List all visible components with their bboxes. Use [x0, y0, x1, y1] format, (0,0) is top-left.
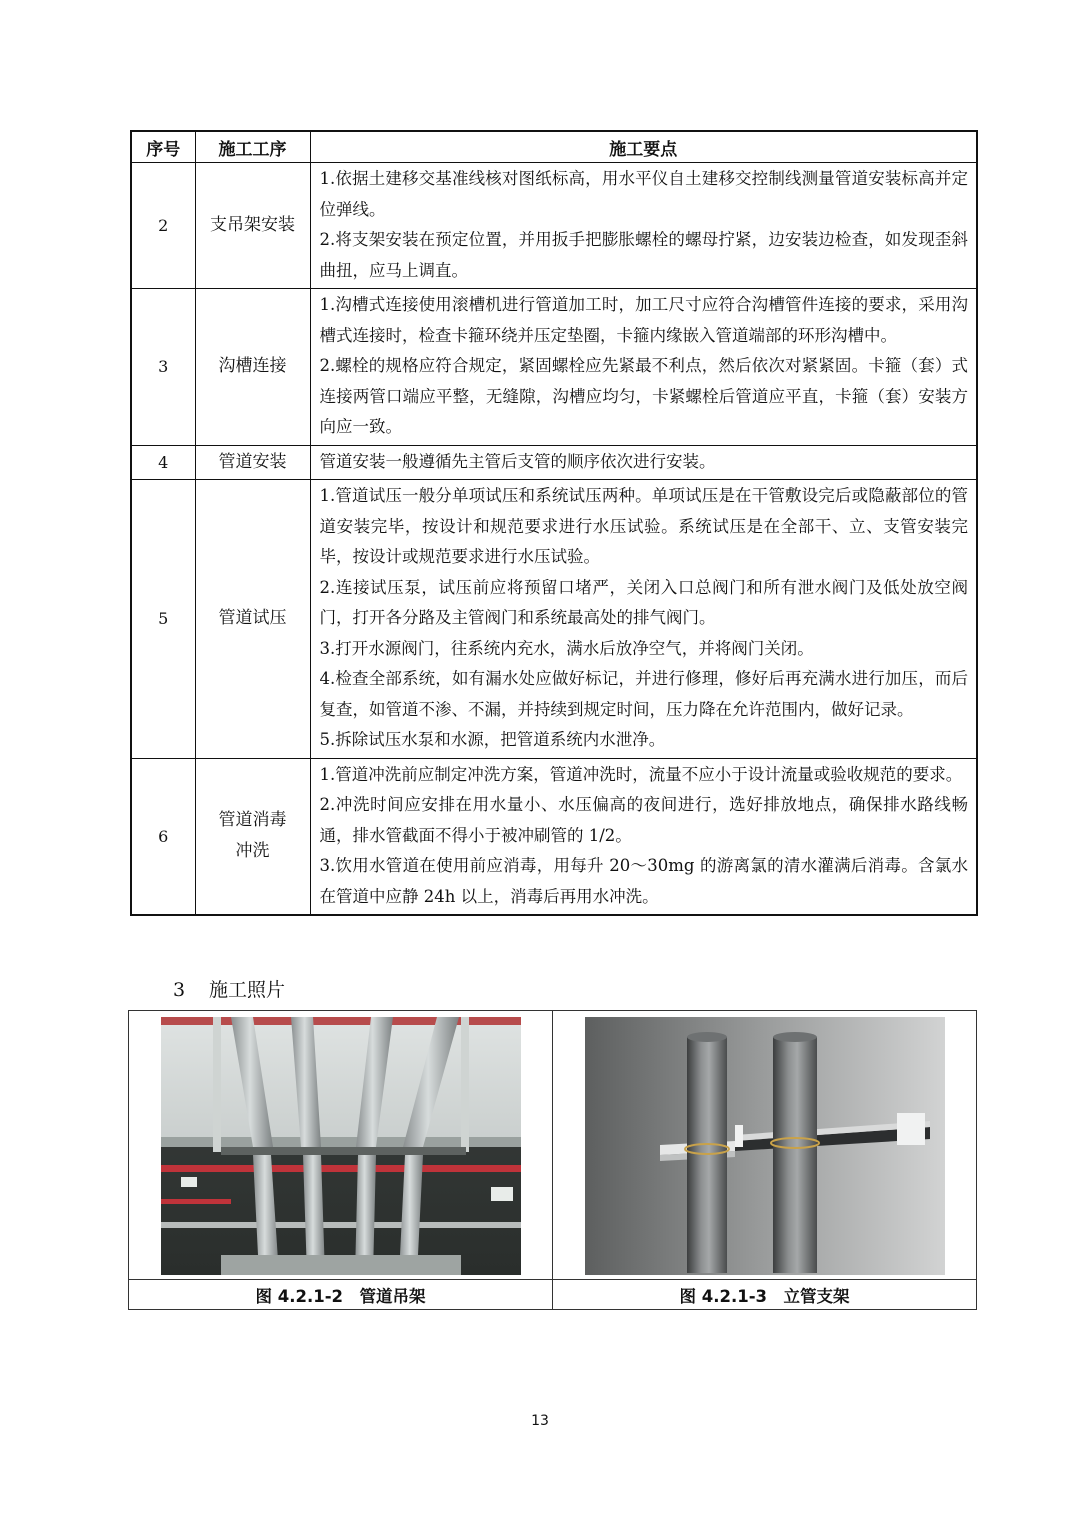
pipe-hanger-photo	[161, 1017, 521, 1275]
photo-caption: 图 4.2.1-2 管道吊架	[129, 1280, 553, 1310]
construction-process-table	[130, 130, 978, 916]
row-key-points	[310, 289, 977, 446]
table-row	[131, 163, 977, 289]
row-key-points	[310, 163, 977, 289]
key-point: 2.将支架安装在预定位置，并用扳手把膨胀螺栓的螺母拧紧，边安装边检查，如发现歪斜曲扭，应马上调直。	[319, 230, 968, 280]
header-key-points: 施工要点	[310, 131, 977, 163]
key-point: 2.螺栓的规格应符合规定，紧固螺栓应先紧最不利点，然后依次对紧紧固。卡箍（套）式连接两管口端应平整，无缝隙，沟槽应均匀，卡紧螺栓后管道应平直，卡箍（套）安装方向应一致。	[319, 356, 968, 436]
table-row	[131, 758, 977, 915]
table-row	[131, 480, 977, 759]
table-row	[131, 445, 977, 480]
row-seq: 6	[131, 758, 195, 915]
key-point: 3.打开水源阀门，往系统内充水，满水后放净空气，并将阀门关闭。	[319, 638, 814, 658]
row-process-name: 支吊架安装	[195, 163, 310, 289]
photo-caption: 图 4.2.1-3 立管支架	[553, 1280, 977, 1310]
row-key-points	[310, 758, 977, 915]
key-point: 2.冲洗时间应安排在用水量小、水压偏高的夜间进行，选好排放地点，确保排水路线畅通，排水管截面不得小于被冲刷管的 1/2。	[319, 795, 968, 845]
row-process-name: 管道消毒冲洗	[195, 758, 310, 915]
row-key-points	[310, 445, 977, 480]
photo-cell-riser-support	[553, 1011, 977, 1280]
row-seq: 2	[131, 163, 195, 289]
key-point: 1.管道冲洗前应制定冲洗方案，管道冲洗时，流量不应小于设计流量或验收规范的要求。	[319, 764, 963, 784]
key-point: 3.饮用水管道在使用前应消毒，用每升 20～30mg 的游离氯的清水灌满后消毒。含氯水在管道中应静 24h 以上，消毒后再用水冲洗。	[319, 856, 968, 906]
section-number: 3	[173, 979, 186, 1001]
row-seq: 3	[131, 289, 195, 446]
section-heading	[173, 975, 285, 1002]
key-point: 管道安装一般遵循先主管后支管的顺序依次进行安装。	[319, 451, 716, 471]
photo-cell-pipe-hanger	[129, 1011, 553, 1280]
header-seq: 序号	[131, 131, 195, 163]
table-row	[131, 289, 977, 446]
key-point: 1.沟槽式连接使用滚槽机进行管道加工时，加工尺寸应符合沟槽管件连接的要求，采用沟槽式连接时，检查卡箍环绕并压定垫圈，卡箍内缘嵌入管道端部的环形沟槽中。	[319, 295, 968, 345]
section-title: 施工照片	[209, 979, 286, 1001]
key-point: 4.检查全部系统，如有漏水处应做好标记，并进行修理，修好后再充满水进行加压，而后复查，如管道不渗、不漏，并持续到规定时间，压力降在允许范围内，做好记录。	[319, 669, 968, 719]
row-seq: 4	[131, 445, 195, 480]
key-point: 1.依据土建移交基准线核对图纸标高，用水平仪自土建移交控制线测量管道安装标高并定位弹线。	[319, 169, 968, 219]
row-key-points	[310, 480, 977, 759]
row-seq: 5	[131, 480, 195, 759]
key-point: 1.管道试压一般分单项试压和系统试压两种。单项试压是在干管敷设完后或隐蔽部位的管道安装完毕，按设计和规范要求进行水压试验。系统试压是在全部干、立、支管安装完毕，按设计或规范要求进行水压试验。	[319, 486, 968, 566]
page-number: 13	[531, 1413, 549, 1429]
header-process: 施工工序	[195, 131, 310, 163]
table-header-row	[131, 131, 977, 163]
key-point: 2.连接试压泵，试压前应将预留口堵严，关闭入口总阀门和所有泄水阀门及低处放空阀门，打开各分路及主管阀门和系统最高处的排气阀门。	[319, 577, 968, 627]
row-process-name: 管道试压	[195, 480, 310, 759]
row-process-name: 沟槽连接	[195, 289, 310, 446]
riser-support-render	[585, 1017, 945, 1275]
photo-table	[128, 1010, 977, 1310]
row-process-name: 管道安装	[195, 445, 310, 480]
key-point: 5.拆除试压水泵和水源，把管道系统内水泄净。	[319, 730, 666, 749]
